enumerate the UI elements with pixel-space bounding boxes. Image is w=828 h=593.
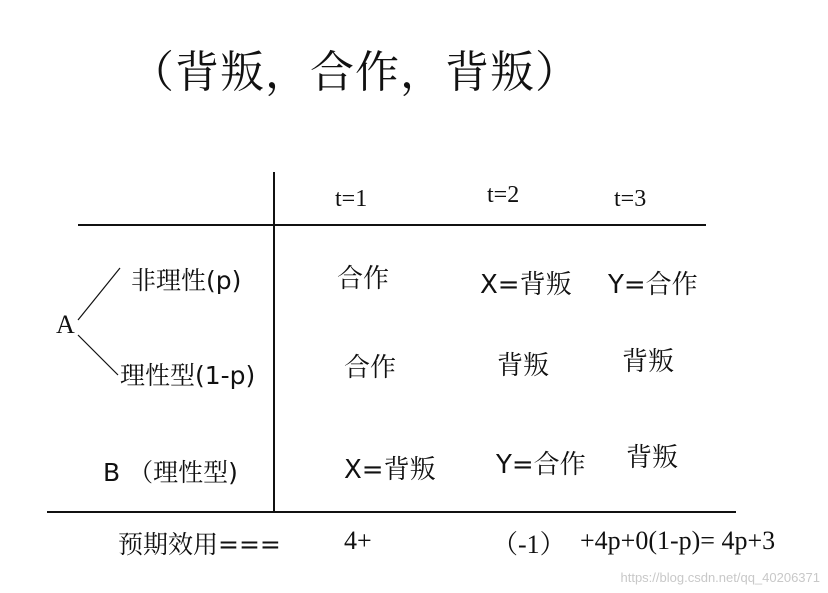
rational-a-t1: 合作 xyxy=(344,353,397,383)
b-t1: X=背叛 xyxy=(344,455,436,485)
payoff-t3: +4p+0(1-p)= 4p+3 xyxy=(580,526,776,555)
b-t3: 背叛 xyxy=(626,443,679,473)
irrational-t3: Y=合作 xyxy=(608,270,698,300)
watermark: https://blog.csdn.net/qq_40206371 xyxy=(620,570,820,585)
column-header-t3: t=3 xyxy=(614,186,647,212)
player-a-label: A xyxy=(56,310,75,339)
player-b-label: B （理性型) xyxy=(103,458,238,487)
expected-utility-label: 预期效用=== xyxy=(118,530,281,559)
payoff-t2: （-1） xyxy=(492,530,566,559)
b-t2: Y=合作 xyxy=(496,450,586,480)
rational-a-t2: 背叛 xyxy=(497,351,550,381)
irrational-t1: 合作 xyxy=(337,264,390,294)
irrational-t2: X=背叛 xyxy=(480,270,572,300)
payoff-t1: 4+ xyxy=(344,526,372,555)
rational-a-t3: 背叛 xyxy=(622,347,675,377)
column-header-t1: t=1 xyxy=(335,186,368,212)
slide-title: （背叛，合作，背叛） xyxy=(130,47,580,98)
player-a-rational-type: 理性型(1-p) xyxy=(120,361,256,390)
column-header-t2: t=2 xyxy=(487,182,520,208)
player-a-irrational-type: 非理性(p) xyxy=(131,266,242,295)
